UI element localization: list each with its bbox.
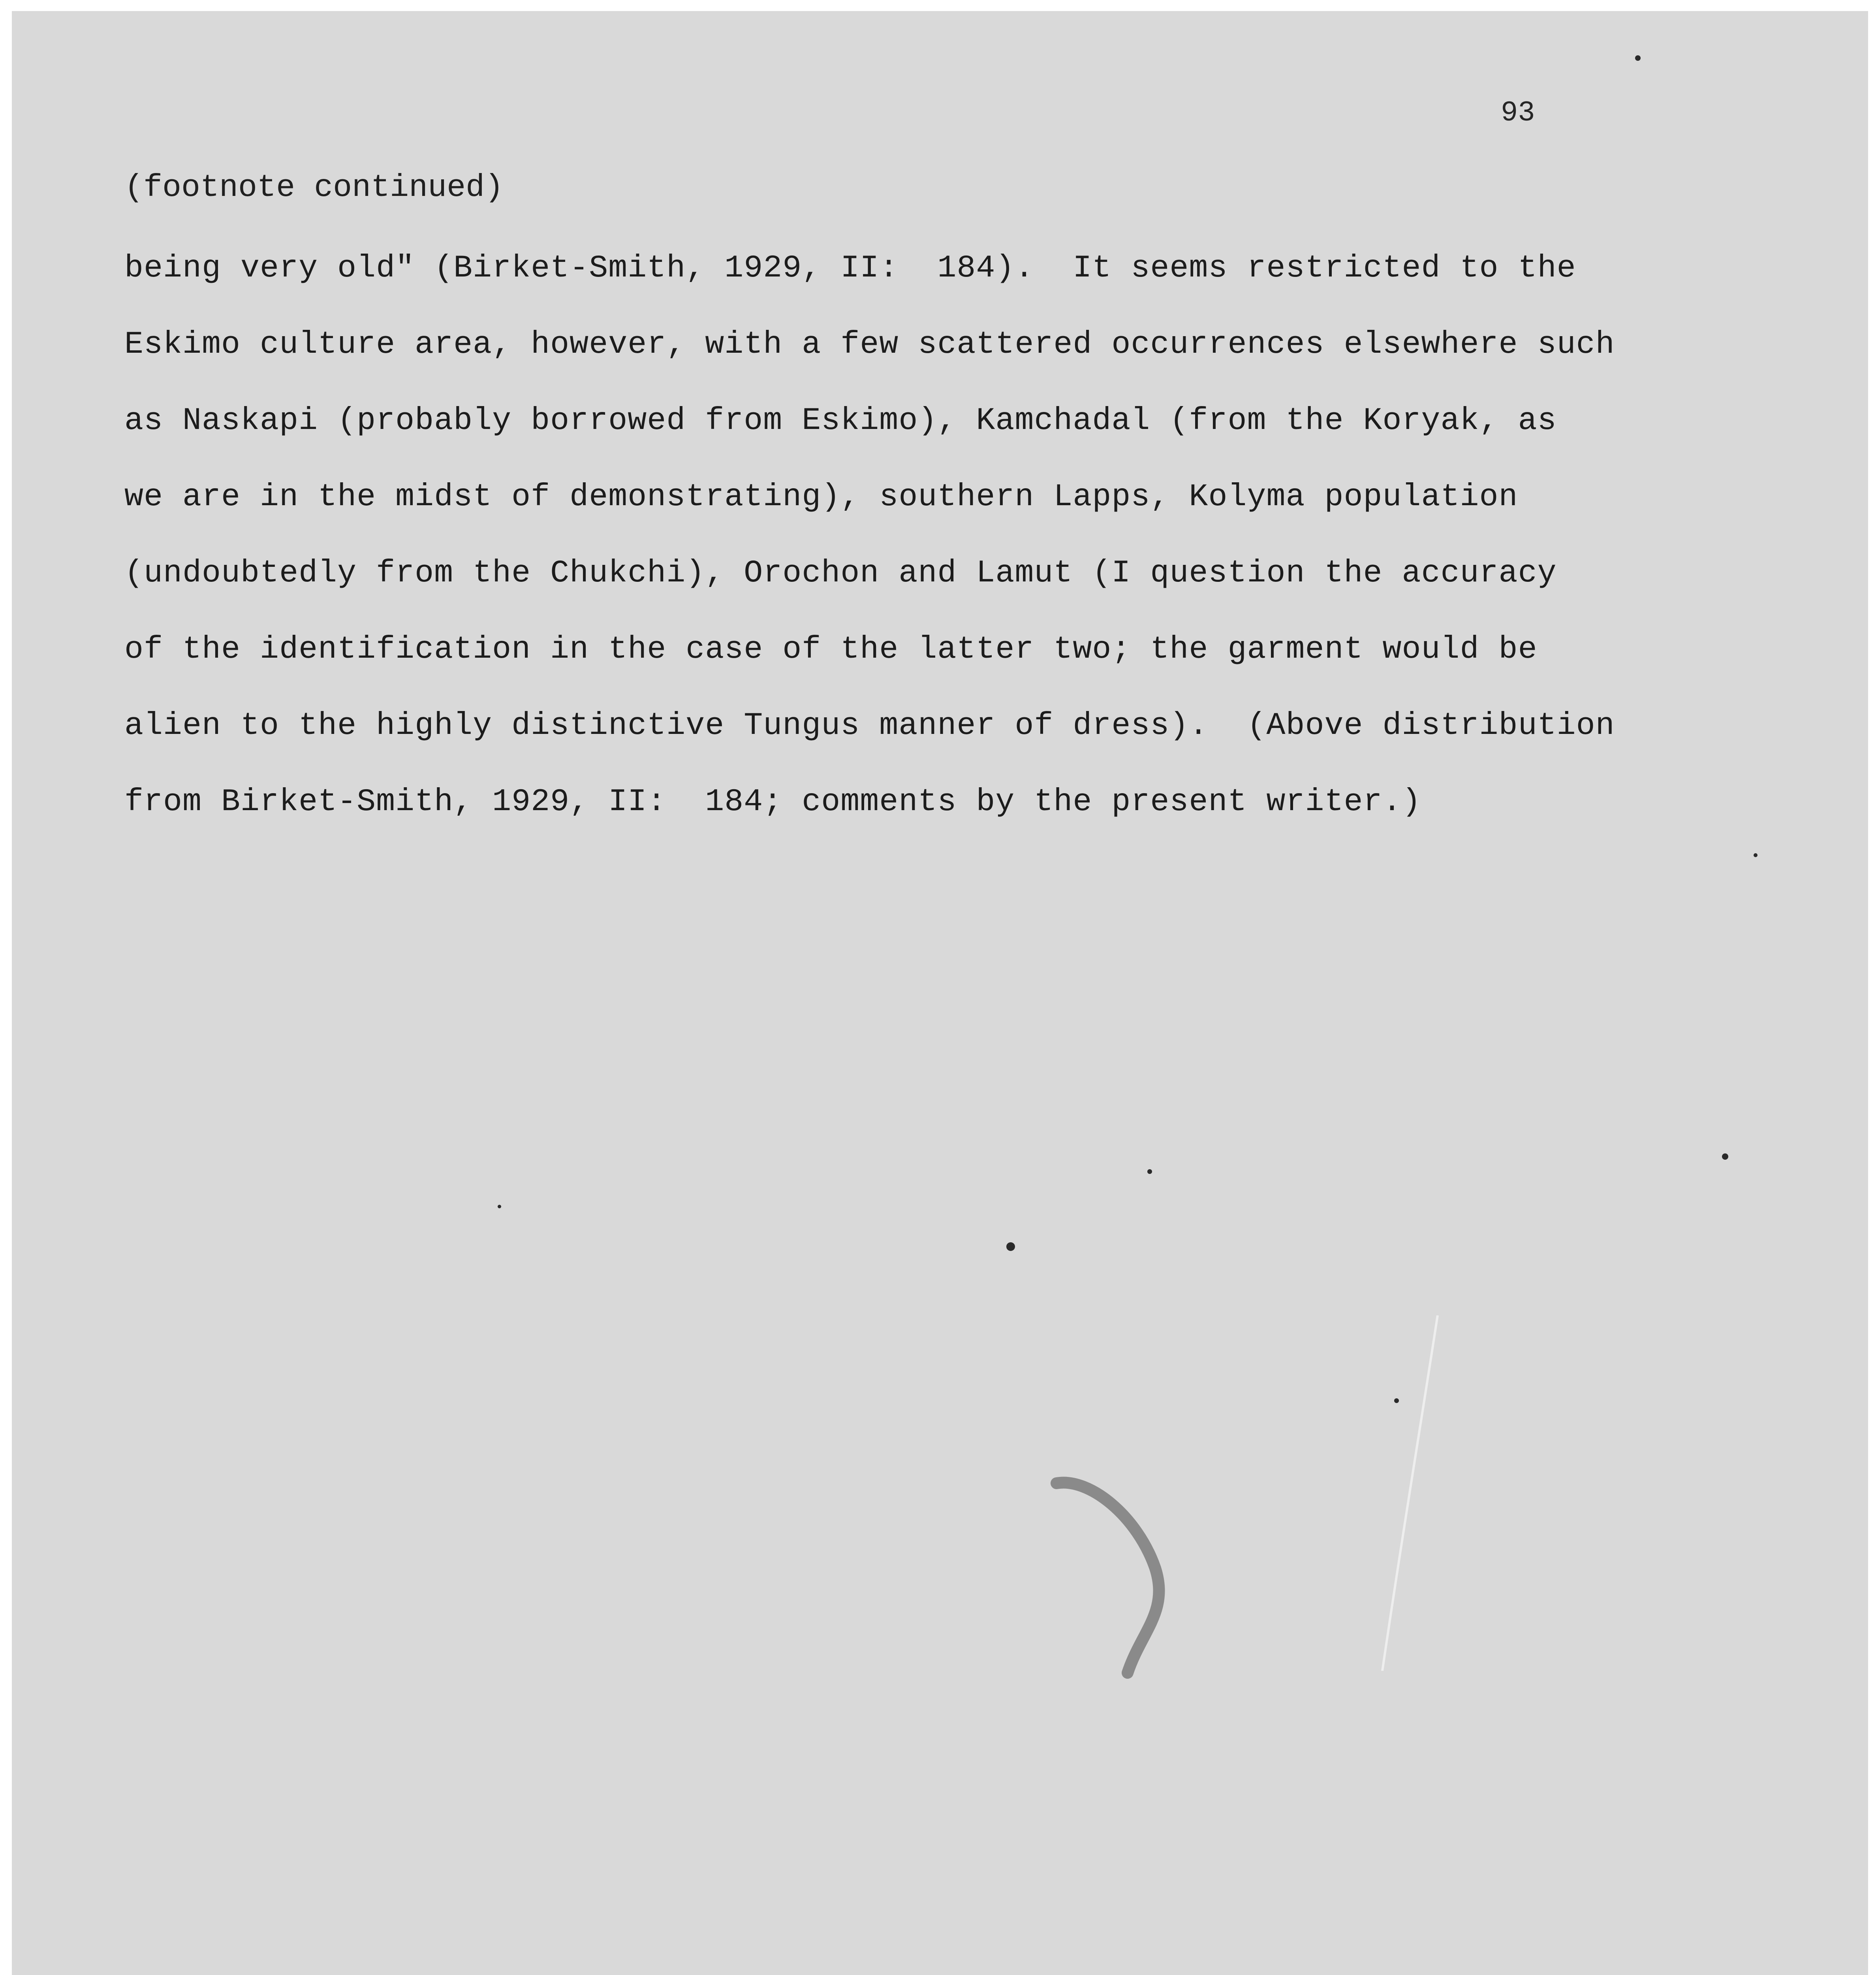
paper-scratch-line [1378, 1315, 1442, 1671]
text-line-1: being very old" (Birket-Smith, 1929, II: 184). It seems restricted to the [124, 250, 1576, 286]
pencil-stroke-mark [1043, 1469, 1173, 1691]
page-number: 93 [1501, 97, 1535, 129]
dust-speck [1147, 1169, 1152, 1174]
text-line-3: as Naskapi (probably borrowed from Eskimo), Kamchadal (from the Koryak, as [124, 403, 1557, 439]
text-line-4: we are in the midst of demonstrating), southern Lapps, Kolyma population [124, 479, 1518, 515]
dust-speck [1635, 55, 1641, 61]
dust-speck [1754, 853, 1758, 857]
text-line-6: of the identification in the case of the latter two; the garment would be [124, 632, 1538, 668]
dust-speck [1006, 1242, 1015, 1251]
dust-speck [1394, 1398, 1399, 1403]
text-line-7: alien to the highly distinctive Tungus manner of dress). (Above distribution [124, 708, 1615, 744]
dust-speck [498, 1205, 501, 1208]
footnote-body [124, 245, 1704, 855]
dust-speck [1722, 1153, 1728, 1160]
text-line-2: Eskimo culture area, however, with a few scattered occurrences elsewhere such [124, 327, 1615, 363]
text-line-8: from Birket-Smith, 1929, II: 184; comments by the present writer.) [124, 784, 1421, 820]
footnote-continued-label: (footnote continued) [124, 170, 504, 206]
text-line-5: (undoubtedly from the Chukchi), Orochon and Lamut (I question the accuracy [124, 555, 1557, 591]
